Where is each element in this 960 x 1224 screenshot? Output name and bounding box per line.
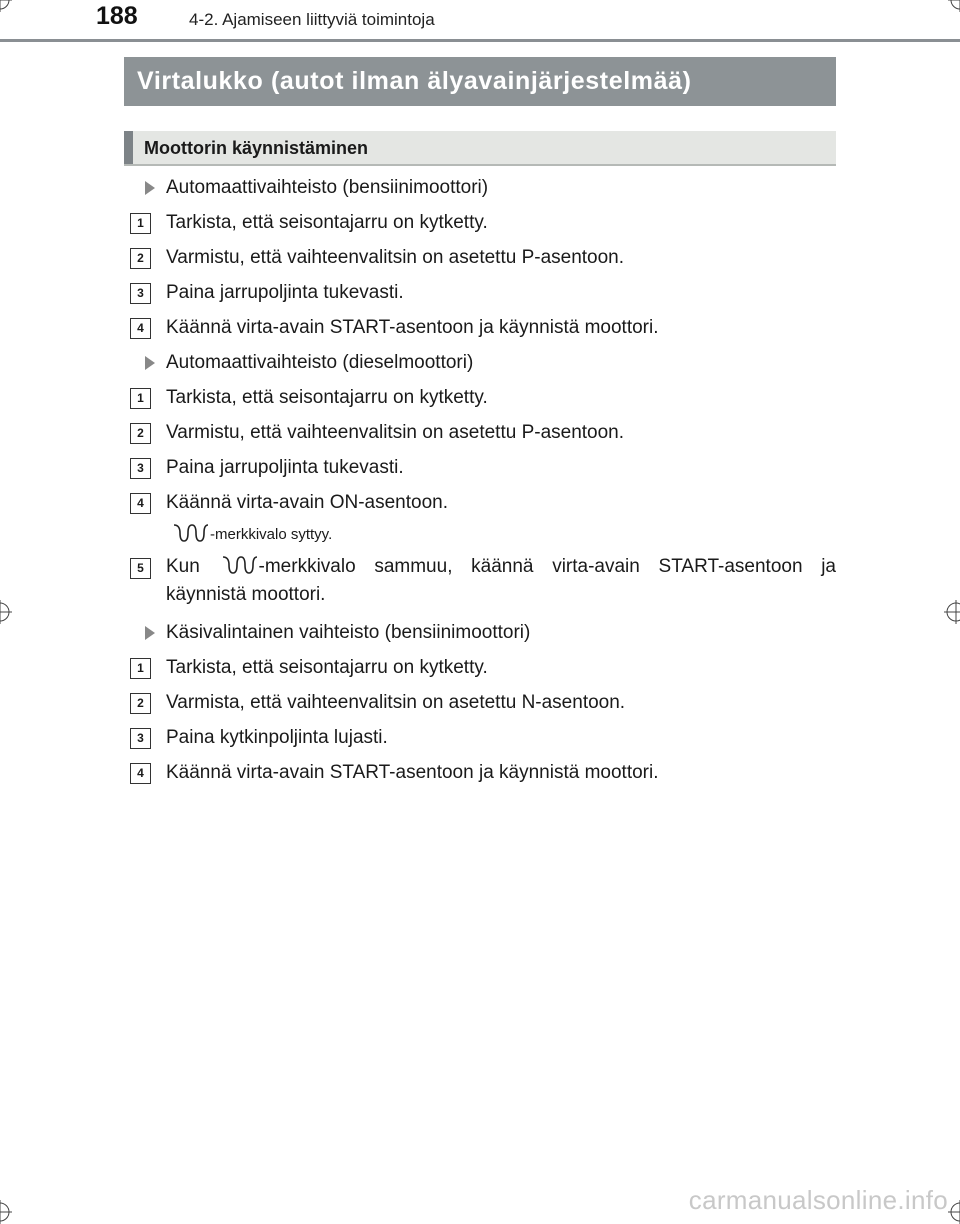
section-heading: Automaattivaihteisto (bensiinimoottori) <box>130 170 836 205</box>
triangle-bullet-icon <box>145 626 155 640</box>
step-text: Tarkista, että seisontajarru on kytketty. <box>166 657 488 678</box>
step <box>130 485 836 520</box>
step-text: -merkkivalo sammuu, käännä virta-avain START-asentoon ja käynnistä moottori. <box>166 556 837 605</box>
chapter-title: 4-2. Ajamiseen liittyviä toimintoja <box>189 10 435 29</box>
step-number: 2 <box>130 423 151 444</box>
step <box>130 275 836 310</box>
crop-mark-icon <box>0 600 12 624</box>
step-number: 1 <box>130 658 151 679</box>
crop-mark-icon <box>948 0 960 12</box>
step <box>130 720 836 755</box>
step-text: Käännä virta-avain START-asentoon ja käynnistä moottori. <box>166 317 659 338</box>
step <box>130 450 836 485</box>
glow-plug-indicator-icon <box>219 553 259 577</box>
note-text: -merkkivalo syttyy. <box>210 526 333 543</box>
watermark: carmanualsonline.info <box>688 1185 948 1215</box>
step-number: 4 <box>130 493 151 514</box>
page-title <box>124 57 836 106</box>
step-text: Paina jarrupoljinta tukevasti. <box>166 457 404 478</box>
crop-mark-icon <box>944 600 960 624</box>
step-number: 1 <box>130 213 151 234</box>
step <box>130 755 836 790</box>
step <box>130 380 836 415</box>
header-rule <box>0 39 960 42</box>
step-text: Käännä virta-avain START-asentoon ja käynnistä moottori. <box>166 762 659 783</box>
section-heading: Automaattivaihteisto (dieselmoottori) <box>130 345 836 380</box>
step <box>130 650 836 685</box>
instructions <box>130 170 836 790</box>
step-text: Varmista, että vaihteenvalitsin on asetettu N-asentoon. <box>166 692 626 713</box>
step-number: 4 <box>130 763 151 784</box>
step-text-prefix: Kun <box>166 556 200 577</box>
indicator-note <box>130 520 836 550</box>
step-number: 5 <box>130 558 151 579</box>
step <box>130 310 836 345</box>
triangle-bullet-icon <box>145 356 155 370</box>
crop-mark-icon <box>948 1200 960 1224</box>
step-number: 2 <box>130 693 151 714</box>
step <box>130 240 836 275</box>
subtitle-accent <box>124 131 133 164</box>
crop-mark-icon <box>0 1200 12 1224</box>
glow-plug-indicator-icon <box>170 521 210 545</box>
step <box>130 415 836 450</box>
step-text: Paina jarrupoljinta tukevasti. <box>166 282 404 303</box>
step-number: 3 <box>130 458 151 479</box>
step <box>130 685 836 720</box>
step-number: 1 <box>130 388 151 409</box>
page-title-text: Virtalukko (autot ilman älyavainjärjestelmää) <box>137 67 692 95</box>
step-number: 3 <box>130 728 151 749</box>
step-number: 3 <box>130 283 151 304</box>
triangle-bullet-icon <box>145 181 155 195</box>
step-text: Käännä virta-avain ON-asentoon. <box>166 492 448 513</box>
page-number: 188 <box>96 2 138 30</box>
step-number: 4 <box>130 318 151 339</box>
section-subtitle <box>124 131 836 166</box>
step <box>130 550 836 609</box>
step-text: Varmistu, että vaihteenvalitsin on asetettu P-asentoon. <box>166 247 625 268</box>
step-number: 2 <box>130 248 151 269</box>
step-text: Varmistu, että vaihteenvalitsin on asetettu P-asentoon. <box>166 422 625 443</box>
crop-mark-icon <box>0 0 12 12</box>
section-heading: Käsivalintainen vaihteisto (bensiinimoottori) <box>130 615 836 650</box>
step-text: Tarkista, että seisontajarru on kytketty. <box>166 387 488 408</box>
subtitle-label: Moottorin käynnistäminen <box>144 138 369 158</box>
step <box>130 205 836 240</box>
step-text: Paina kytkinpoljinta lujasti. <box>166 727 388 748</box>
step-text: Tarkista, että seisontajarru on kytketty. <box>166 212 488 233</box>
